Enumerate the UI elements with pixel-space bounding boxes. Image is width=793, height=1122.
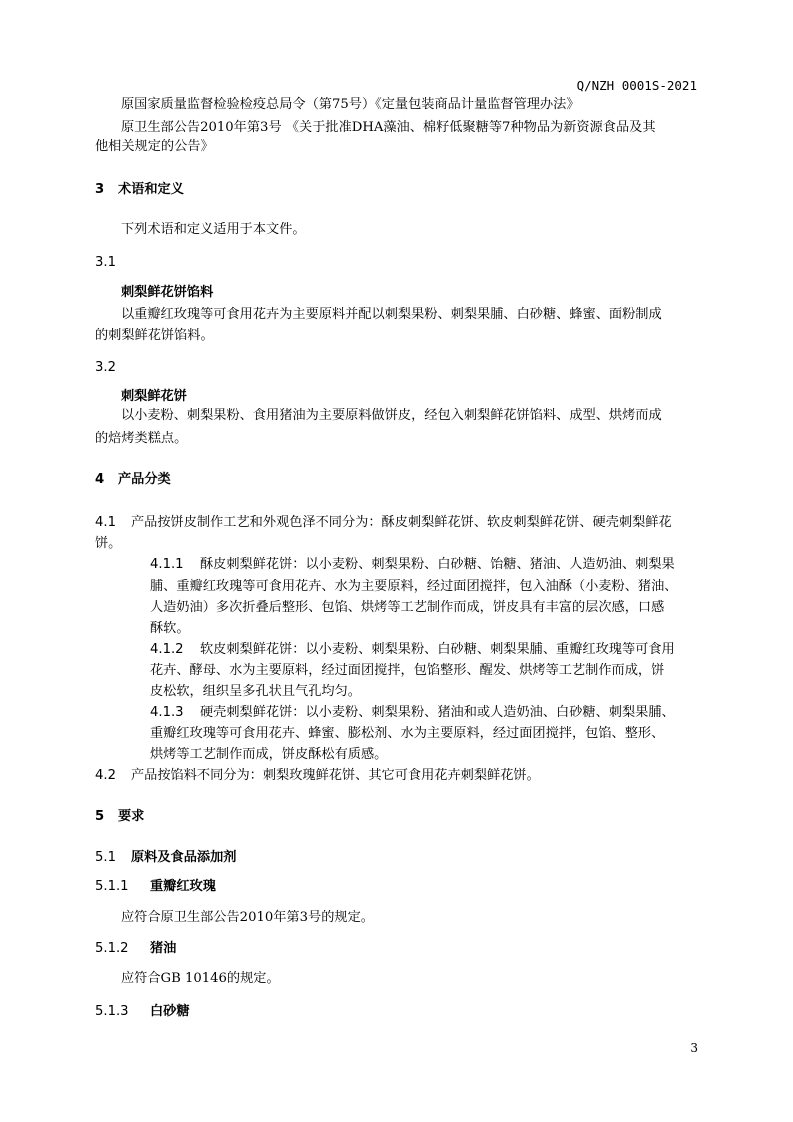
clause-number: 5.1.2	[95, 941, 129, 956]
definition-line: 以重瓣红玫瑰等可食用花卉为主要原料并配以刺梨果粉、刺梨果脯、白砂糖、蜂蜜、面粉制成	[121, 307, 662, 322]
clause-line: 皮松软，组织呈多孔状且气孔均匀。	[150, 684, 361, 699]
page-number: 3	[690, 1041, 698, 1055]
clause-line: 饼。	[95, 536, 122, 551]
reference-line: 原卫生部公告2010年第3号 《关于批准DHA藻油、棉籽低聚糖等7种物品为新资源食品及其	[121, 120, 656, 135]
clause-line: 酥软。	[150, 621, 190, 636]
section-intro: 下列术语和定义适用于本文件。	[121, 222, 306, 237]
clause-line: 产品按馅料不同分为：刺梨玫瑰鲜花饼、其它可食用花卉刺梨鲜花饼。	[131, 768, 540, 783]
definition-line: 以小麦粉、刺梨果粉、食用猪油为主要原料做饼皮，经包入刺梨鲜花饼馅料、成型、烘烤而成	[121, 408, 662, 423]
clause-title: 白砂糖	[150, 1004, 190, 1019]
section-title: 产品分类	[118, 472, 171, 487]
clause-line: 花卉、酵母、水为主要原料，经过面团搅拌，包馅整形、醒发、烘烤等工艺制作而成，饼	[150, 663, 665, 678]
term-title: 刺梨鲜花饼	[121, 389, 187, 404]
section-number: 3	[95, 182, 105, 197]
section-title: 术语和定义	[118, 182, 184, 197]
clause-number: 5.1	[95, 850, 116, 865]
definition-line: 的焙烤类糕点。	[95, 431, 188, 446]
clause-number: 3.1	[95, 255, 116, 270]
clause-title: 原料及食品添加剂	[131, 850, 237, 865]
reference-line: 原国家质量监督检验检疫总局令（第75号）《定量包装商品计量监督管理办法》	[121, 97, 580, 112]
clause-line: 酥皮刺梨鲜花饼：以小麦粉、刺梨果粉、白砂糖、饴糖、猪油、人造奶油、刺梨果	[200, 557, 675, 572]
clause-number: 4.1.1	[150, 557, 184, 572]
clause-line: 重瓣红玫瑰等可食用花卉、蜂蜜、膨松剂、水为主要原料，经过面团搅拌，包馅、整形、	[150, 726, 665, 741]
definition-line: 的刺梨鲜花饼馅料。	[95, 328, 214, 343]
section-title: 要求	[118, 809, 145, 824]
clause-line: 产品按饼皮制作工艺和外观色泽不同分为：酥皮刺梨鲜花饼、软皮刺梨鲜花饼、硬壳刺梨鲜花	[131, 515, 672, 530]
clause-text: 应符合原卫生部公告2010年第3号的规定。	[121, 910, 374, 925]
clause-number: 4.2	[95, 768, 116, 783]
clause-title: 重瓣红玫瑰	[150, 879, 216, 894]
clause-line: 软皮刺梨鲜花饼：以小麦粉、刺梨果粉、白砂糖、刺梨果脯、重瓣红玫瑰等可食用	[200, 642, 675, 657]
clause-number: 3.2	[95, 360, 116, 375]
section-number: 4	[95, 472, 105, 487]
clause-title: 猪油	[150, 941, 177, 956]
clause-number: 4.1.3	[150, 705, 184, 720]
clause-line: 烘烤等工艺制作而成，饼皮酥松有质感。	[150, 747, 388, 762]
reference-line: 他相关规定的公告》	[95, 139, 214, 154]
clause-line: 脯、重瓣红玫瑰等可食用花卉、水为主要原料，经过面团搅拌，包入油酥（小麦粉、猪油、	[150, 579, 678, 594]
document-id: Q/NZH 0001S-2021	[576, 78, 697, 93]
clause-line: 硬壳刺梨鲜花饼：以小麦粉、刺梨果粉、猪油和或人造奶油、白砂糖、刺梨果脯、	[200, 705, 675, 720]
clause-number: 5.1.3	[95, 1004, 129, 1019]
clause-line: 人造奶油）多次折叠后整形、包馅、烘烤等工艺制作而成，饼皮具有丰富的层次感，口感	[150, 600, 665, 615]
clause-number: 5.1.1	[95, 879, 129, 894]
section-number: 5	[95, 809, 105, 824]
clause-number: 4.1	[95, 515, 116, 530]
term-title: 刺梨鲜花饼馅料	[121, 285, 214, 300]
clause-text: 应符合GB 10146的规定。	[121, 971, 280, 986]
clause-number: 4.1.2	[150, 642, 184, 657]
